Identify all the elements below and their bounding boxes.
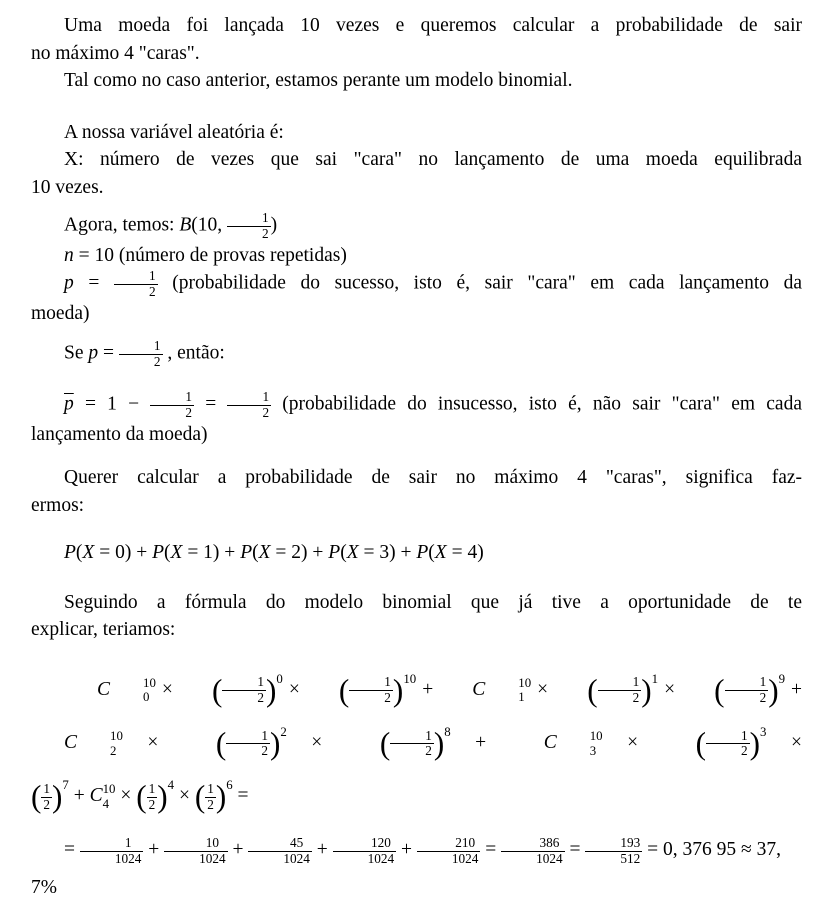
exponent: 2 — [280, 724, 287, 739]
equation-binomial-expansion — [31, 658, 802, 818]
exponent: 10 — [403, 671, 417, 686]
math-line: C 10 0 × ( $\frac{1}{2}$ )$^0$ × ( $\frac{1}{2}$ )$^{10}$ + C 10 1 × ( $\frac{1}{2}$ )$^1$ × ( $\frac{1}{2}$ )$^9$ + C 10 2 × ( $\frac{1}{2}$ )$^2$ × ( $\frac{1}{2}$ )$^8$ + C 10 3 × ( $\frac{1}{2}$ )$^3$ × — [31, 658, 802, 764]
text-line: Seguindo a fórmula do modelo binomial que já tive a oportunidade de te — [64, 591, 802, 613]
paragraph-goal — [31, 464, 802, 519]
math-line: $\overline{p} = 1$ − $\frac{1}{2}$ = $\frac{1}{2}$ (probabilidade do insucesso, isto é, não sair "cara" em cada — [64, 389, 802, 420]
fraction: $\frac{1}{2}$ — [114, 269, 158, 300]
fraction: $\frac{1}{2}$ — [227, 390, 271, 421]
paren-fraction-power: ( $\frac{1}{2}$ )$^1$ — [587, 671, 659, 708]
exponent: 3 — [760, 724, 767, 739]
math-variable: p — [64, 272, 74, 294]
text-line: P(X = 0) + P(X = 1) + P(X = 2) + P(X = 3) + P(X = 4) — [64, 542, 484, 564]
math-line: = $\frac{1}{1024}$ + $\frac{10}{1024}$ + $\frac{45}{1024}$ + $\frac{120}{1024}$ + $\frac{210}{1024}$ = $\frac{386}{1024}$ = $\frac{193}{512}$ = 0, 376 95 ≈ 37, 7% — [31, 834, 781, 899]
fraction: $\frac{386}{1024}$ — [501, 836, 565, 867]
fraction: $\frac{1}{2}$ — [119, 339, 163, 370]
paren-fraction-power: ( $\frac{1}{2}$ )$^8$ — [379, 724, 451, 761]
text-line: n = 10 (número de provas repetidas) — [64, 244, 347, 266]
fraction: $\frac{193}{512}$ — [585, 836, 642, 867]
exponent: 9 — [778, 671, 786, 686]
fraction: $\frac{1}{2}$ — [725, 675, 769, 706]
paragraph-formula-intro — [31, 589, 802, 644]
fraction: $\frac{1}{1024}$ — [80, 836, 144, 867]
text-line: explicar, teriamos: — [31, 619, 176, 641]
combination-symbol: C 10 2 — [64, 728, 123, 758]
fraction: $\frac{1}{2}$ — [222, 675, 266, 706]
math-variable: p — [88, 342, 99, 364]
combination-symbol: C 10 0 — [97, 675, 156, 705]
text-line: moeda) — [31, 302, 90, 324]
exponent: 8 — [444, 724, 451, 739]
paragraph-binomial-parameters — [31, 211, 802, 327]
text-line: Uma moeda foi lançada 10 vezes e queremos calcular a probabilidade de sair — [64, 15, 802, 36]
paragraph-if-p — [31, 339, 802, 370]
combination-symbol: C 10 4 — [89, 782, 116, 811]
fraction: $\frac{1}{2}$ — [598, 675, 642, 706]
math-variable: P — [416, 542, 429, 564]
math-line: p = $\frac{1}{2}$ (probabilidade do sucesso, isto é, sair "cara" em cada lançamento da — [64, 268, 802, 300]
math-variable: X — [346, 542, 359, 564]
text-line: ermos: — [31, 494, 85, 516]
fraction: $\frac{210}{1024}$ — [417, 836, 481, 867]
text-line: X: número de vezes que sai "cara" no lançamento de uma moeda equilibrada — [64, 149, 802, 170]
paren-fraction-power: ( $\frac{1}{2}$ )$^7$ — [31, 778, 69, 815]
paren-fraction-power: ( $\frac{1}{2}$ )$^6$ — [194, 778, 233, 815]
math-line: Agora, temos: B(10, $\frac{1}{2}$ ) — [64, 210, 278, 241]
paragraph-complement-probability — [31, 390, 802, 448]
fraction: $\frac{1}{2}$ — [227, 211, 271, 242]
overline-variable: $\overline{p}$ — [64, 393, 74, 415]
math-variable: P — [328, 542, 341, 564]
fraction: $\frac{1}{2}$ — [390, 729, 434, 760]
text-line: no máximo 4 "caras". — [31, 42, 200, 64]
math-variable: X — [170, 542, 183, 564]
math-line: ( $\frac{1}{2}$ )$^7$ + C 10 4 × ( $\frac{1}{2}$ )$^4$ × ( $\frac{1}{2}$ )$^6$ = — [31, 764, 802, 817]
paren-fraction-power: ( $\frac{1}{2}$ )$^9$ — [714, 671, 786, 708]
text-line: lançamento da moeda) — [31, 423, 208, 445]
combination-symbol: C 10 3 — [543, 728, 603, 758]
equation-result — [31, 831, 802, 907]
exponent: 7 — [62, 778, 69, 793]
math-variable: X — [82, 542, 95, 564]
fraction: $\frac{1}{2}$ — [226, 729, 270, 760]
math-variable: X — [258, 542, 271, 564]
fraction: $\frac{1}{2}$ — [148, 780, 156, 812]
paragraph-problem-statement — [31, 12, 802, 95]
math-variable: P — [64, 542, 76, 564]
text-line: 10 vezes. — [31, 176, 104, 198]
fraction: $\frac{1}{2}$ — [706, 729, 750, 760]
paren-fraction-power: ( $\frac{1}{2}$ )$^4$ — [136, 778, 175, 815]
fraction: $\frac{1}{2}$ — [207, 780, 214, 812]
exponent: 0 — [276, 671, 283, 686]
fraction: $\frac{1}{2}$ — [349, 675, 393, 706]
exponent: 6 — [226, 778, 233, 793]
equation-probability-sum — [31, 539, 802, 567]
paren-fraction-power: ( $\frac{1}{2}$ )$^{10}$ — [338, 671, 417, 708]
fraction: $\frac{45}{1024}$ — [248, 836, 312, 867]
text-line: Querer calcular a probabilidade de sair no máximo 4 "caras", significa faz- — [64, 467, 802, 489]
exponent: 4 — [167, 778, 175, 793]
fraction: $\frac{1}{2}$ — [150, 390, 194, 421]
fraction: $\frac{1}{2}$ — [43, 780, 51, 812]
paren-fraction-power: ( $\frac{1}{2}$ )$^3$ — [695, 724, 767, 761]
text-line: Tal como no caso anterior, estamos perante um modelo binomial. — [64, 70, 573, 91]
math-variable: X — [434, 542, 447, 564]
math-variable: P — [152, 542, 165, 564]
paren-fraction-power: ( $\frac{1}{2}$ )$^2$ — [215, 724, 287, 761]
fraction: $\frac{10}{1024}$ — [164, 836, 228, 867]
text-line: A nossa variável aleatória é: — [64, 121, 284, 143]
fraction: $\frac{120}{1024}$ — [333, 836, 397, 867]
math-variable: P — [240, 542, 253, 564]
paren-fraction-power: ( $\frac{1}{2}$ )$^0$ — [211, 671, 283, 708]
math-variable: n — [64, 244, 74, 266]
paragraph-random-variable — [31, 119, 802, 202]
exponent: 1 — [651, 671, 659, 686]
combination-symbol: C 10 1 — [472, 675, 532, 705]
math-line: Se p = $\frac{1}{2}$ , então: — [64, 338, 225, 370]
math-variable: B — [179, 214, 192, 236]
